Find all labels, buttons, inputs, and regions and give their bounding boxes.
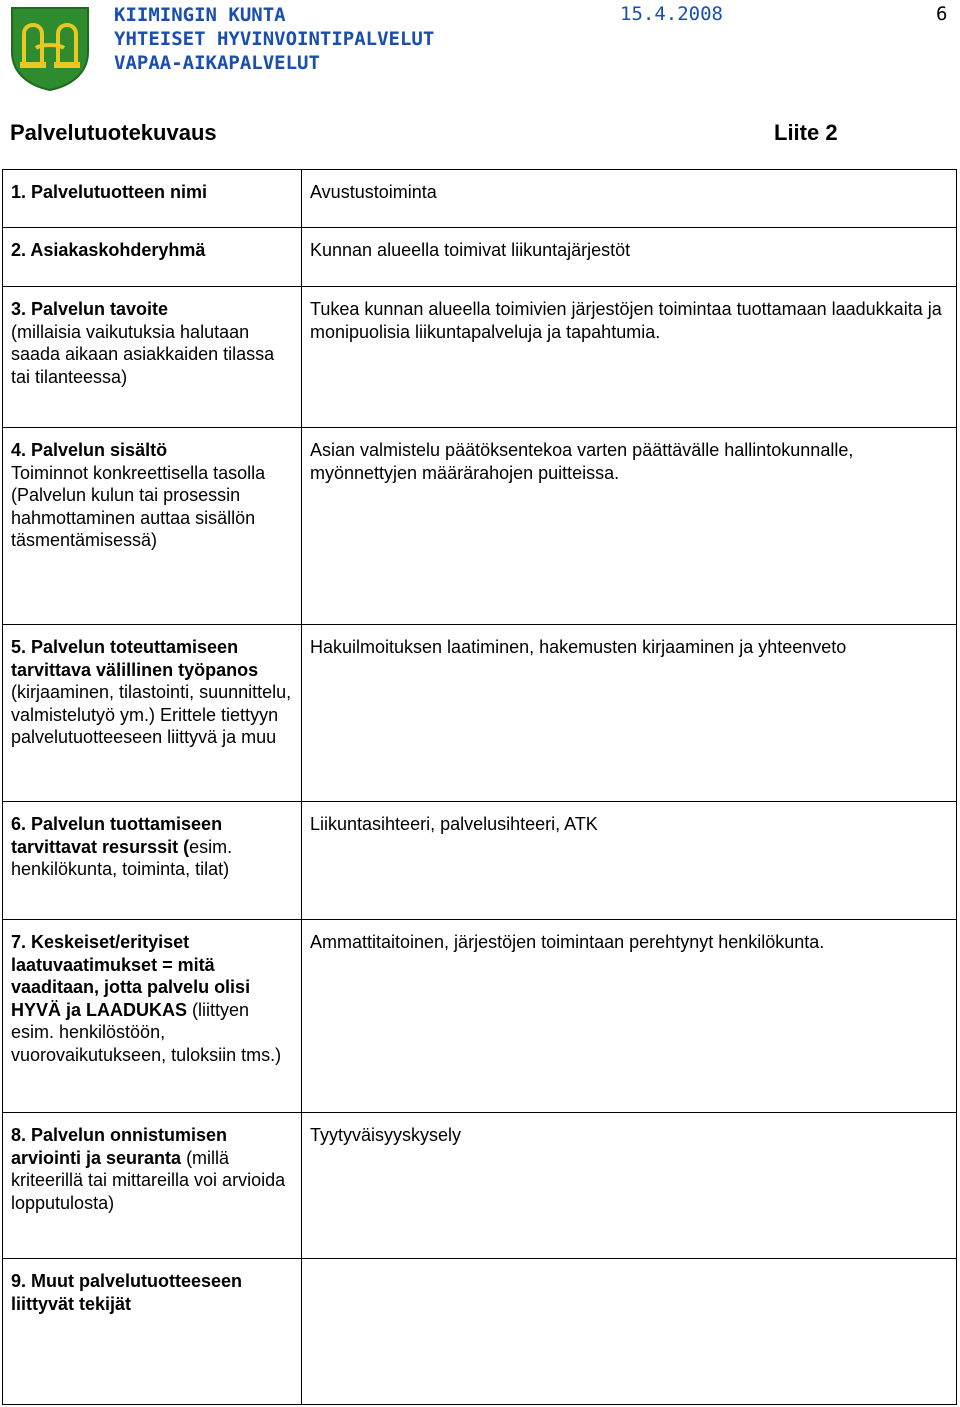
row-label: 9. Muut palvelutuotteeseen liittyvät tekijät <box>3 1259 302 1405</box>
row-value: Asian valmistelu päätöksentekoa varten päättävälle hallintokunnalle, myönnettyjen määrärahojen puitteissa. <box>302 428 957 625</box>
row-label: 4. Palvelun sisältö Toiminnot konkreettisella tasolla (Palvelun kulun tai prosessin hahmottaminen auttaa sisällön täsmentämisessä) <box>3 428 302 625</box>
table-row <box>3 287 957 428</box>
row-label: 2. Asiakaskohderyhmä <box>3 228 302 287</box>
table-row <box>3 1259 957 1405</box>
row-label: 7. Keskeiset/erityiset laatuvaatimukset = mitä vaaditaan, jotta palvelu olisi HYVÄ ja LAADUKAS (liittyen esim. henkilöstöön, vuorovaikutukseen, tuloksiin tms.) <box>3 920 302 1113</box>
table-row <box>3 920 957 1113</box>
row-value: Ammattitaitoinen, järjestöjen toimintaan perehtynyt henkilökunta. <box>302 920 957 1113</box>
document-title: Palvelutuotekuvaus <box>10 120 217 145</box>
table-row <box>3 802 957 920</box>
annex-label: Liite 2 <box>774 120 838 145</box>
row-label: 6. Palvelun tuottamiseen tarvittavat resurssit (esim. henkilökunta, toiminta, tilat) <box>3 802 302 920</box>
row-value: Avustustoiminta <box>302 170 957 228</box>
table-row <box>3 228 957 287</box>
header-unit: VAPAA-AIKAPALVELUT <box>114 52 320 74</box>
table-row <box>3 428 957 625</box>
row-value: Tukea kunnan alueella toimivien järjestöjen toimintaa tuottamaan laadukkaita ja monipuolisia liikuntapalveluja ja tapahtumia. <box>302 287 957 428</box>
row-label: 1. Palvelutuotteen nimi <box>3 170 302 228</box>
row-label: 8. Palvelun onnistumisen arviointi ja seuranta (millä kriteerillä tai mittareilla voi arvioida lopputulosta) <box>3 1113 302 1259</box>
row-label: 3. Palvelun tavoite (millaisia vaikutuksia halutaan saada aikaan asiakkaiden tilassa tai tilanteessa) <box>3 287 302 428</box>
table-row <box>3 1113 957 1259</box>
header-date: 15.4.2008 <box>620 3 723 25</box>
row-value: Tyytyväisyyskysely <box>302 1113 957 1259</box>
row-value <box>302 1259 957 1405</box>
header-municipality: KIIMINGIN KUNTA <box>114 4 286 26</box>
table-row <box>3 170 957 228</box>
header-department: YHTEISET HYVINVOINTIPALVELUT <box>114 28 435 50</box>
page-number: 6 <box>936 3 948 25</box>
service-description-table <box>2 169 957 1405</box>
municipal-crest-logo <box>8 4 92 92</box>
row-value: Liikuntasihteeri, palvelusihteeri, ATK <box>302 802 957 920</box>
table-row <box>3 625 957 802</box>
row-value: Kunnan alueella toimivat liikuntajärjestöt <box>302 228 957 287</box>
row-label: 5. Palvelun toteuttamiseen tarvittava välillinen työpanos (kirjaaminen, tilastointi, suunnittelu, valmistelutyö ym.) Erittele tiettyyn palvelutuotteeseen liittyvä ja muu <box>3 625 302 802</box>
row-value: Hakuilmoituksen laatiminen, hakemusten kirjaaminen ja yhteenveto <box>302 625 957 802</box>
